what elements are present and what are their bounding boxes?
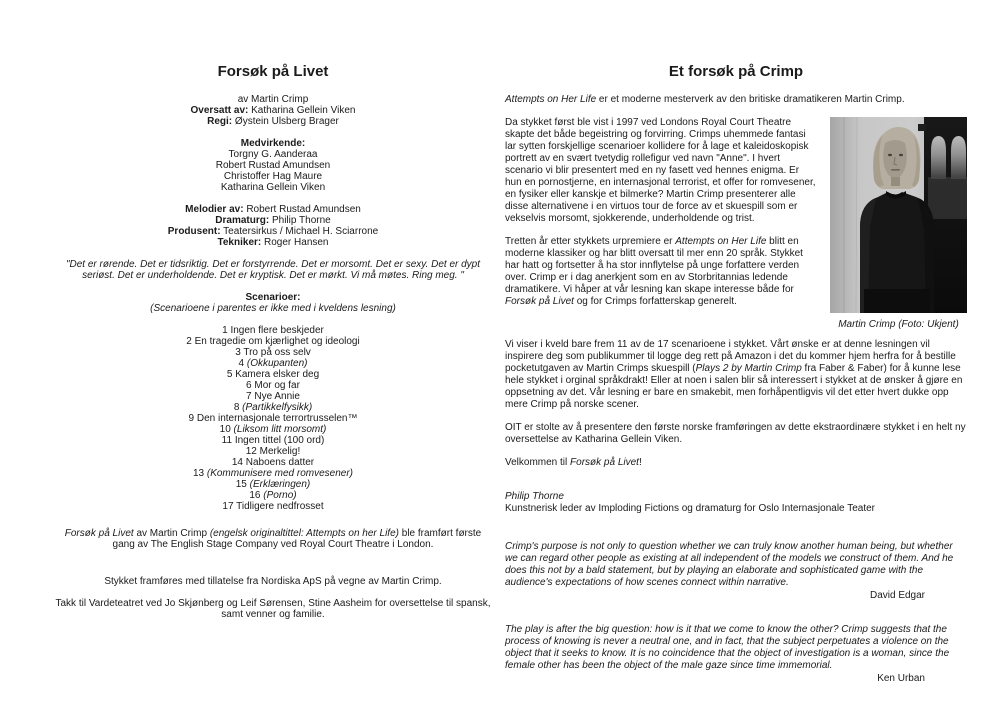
scenario-item (54, 347, 492, 358)
scenario-list (54, 325, 492, 512)
scenario-item (54, 446, 492, 457)
scenario-number: 12 (245, 446, 257, 457)
essay-paragraph-4: OIT er stolte av å presentere den første norske framføringen av dette ekstraordinære stykket i en helt ny oversettelse av Katharina Gellein Viken. (505, 422, 966, 445)
martin-crimp-photo (830, 117, 967, 331)
scenario-title: Tro på oss selv (243, 347, 311, 358)
scenario-number: 13 (192, 468, 205, 479)
credit-line (54, 105, 492, 116)
credit-line (54, 215, 492, 226)
scenario-title: (Kommunisere med romvesener) (206, 468, 354, 479)
scenario-number: 11 (221, 435, 233, 446)
right-page-column (505, 64, 967, 685)
scenario-item (54, 501, 492, 512)
credit-label: Oversatt av: (190, 105, 249, 116)
scenario-number: 5 (226, 369, 233, 380)
credit-line (54, 204, 492, 215)
scenario-title: Ingen flere beskjeder (230, 325, 324, 336)
scenario-title: (Partikkelfysikk) (242, 402, 313, 413)
left-page-column (54, 64, 492, 620)
byline: av Martin Crimp (237, 94, 309, 105)
critic-quote-edgar (505, 541, 967, 602)
scenario-number: 4 (238, 358, 245, 369)
essay-paragraph-1: Da stykket først ble vist i 1997 ved Londons Royal Court Theatre skapte det både begeistring og forvirring. Crimps uhemmede fantasi lar sytten forskjellige scenarioer kollidere for å lage et kaleidoskopisk portrett av en svært tvetydig rollefigur ved navn "Anne". I hvert scenario vi blir presentert med en ny fasett ved hennes enigma. Er hun en pornostjerne, en internasjonal terrorist, et offer for romvesener, en fysiker eller kanskje et bilmerke? Martin Crimp presenterer alle disse alternativene i en virtuos tour de force av et skuespill som er vekselvis morsomt, sjokkerende, underholdende og trist. (505, 117, 816, 224)
press-quote: "Det er rørende. Det er tidsriktig. Det er forstyrrende. Det er morsomt. Det er sexy. Det er dypt seriøst. Det er underholdende. Det er kryptisk. Det er mørkt. Vi må møtes. Ring meg. " (65, 259, 481, 281)
scenario-number: 8 (233, 402, 240, 413)
play-title: Forsøk på Livet (217, 63, 329, 80)
scenario-title: Mor og far (254, 380, 300, 391)
critic-quote-attribution: David Edgar (869, 590, 925, 601)
cast-member: Robert Rustad Amundsen (215, 160, 331, 171)
critic-quote-urban (505, 624, 967, 685)
signature-role: Kunstnerisk leder av Imploding Fictions og dramaturg for Oslo Internasjonale Teater (505, 503, 876, 514)
scenario-number: 7 (246, 391, 252, 402)
credit-value: Katharina Gellein Viken (251, 105, 356, 116)
scenario-item (54, 435, 492, 446)
scenario-item (54, 369, 492, 380)
credit-label: Dramaturg: (215, 215, 270, 226)
credit-label: Tekniker: (217, 237, 262, 248)
scenario-item (54, 380, 492, 391)
scenario-title: (Porno) (263, 490, 297, 501)
scenario-item (54, 424, 492, 435)
scenario-number: 2 (186, 336, 192, 347)
scenario-item (54, 413, 492, 424)
scenario-title: (Liksom litt morsomt) (233, 424, 327, 435)
scenario-number: 10 (219, 424, 231, 435)
credit-value: Øystein Ulsberg Brager (234, 116, 339, 127)
scenario-number: 3 (235, 347, 241, 358)
scenario-title: (Okkupanten) (246, 358, 308, 369)
scenario-number: 9 (188, 413, 195, 424)
license-note: Stykket framføres med tillatelse fra Nordiska ApS på vegne av Martin Crimp. (104, 576, 442, 587)
essay-paragraph-2: Tretten år etter stykkets urpremiere er Attempts on Her Life blitt en moderne klassiker og har blitt oversatt til mer enn 20 språk. Stykket har hatt og fortsetter å ha stor innflytelse på unge forfattere verden over. Crimp er i dag anerkjent som en av Storbritannias ledende dramatikere. Vi håper at vår lesning kan skape interesse både for Forsøk på Livet og for Crimps forfatterskap generelt. (505, 236, 803, 307)
scenario-item (54, 468, 492, 479)
scenario-title: Ingen tittel (100 ord) (234, 435, 325, 446)
scenario-number: 16 (249, 490, 261, 501)
scenario-title: Tidligere nedfrosset (236, 501, 324, 512)
scenario-item (54, 490, 492, 501)
cast-member: Katharina Gellein Viken (220, 182, 326, 193)
credits-top (54, 105, 492, 127)
scenarios-note: (Scenarioene i parentes er ikke med i kveldens lesning) (150, 303, 396, 314)
signature-name: Philip Thorne (505, 491, 564, 502)
scenarios-header: Scenarioer: (245, 292, 301, 303)
credit-label: Produsent: (167, 226, 221, 237)
scenario-item (54, 479, 492, 490)
cast-list (54, 149, 492, 193)
scenario-number: 14 (231, 457, 243, 468)
critic-quote-text: The play is after the big question: how is it that we come to know the other? Crimp suggests that the process of knowing is never a neutral one, and in fact, that the subject perpetuates a violence on the object that it seeks to know. It is no coincidence that the object of investigation is a woman, since the female other has been the object of the male gaze since time immemorial. (505, 624, 950, 671)
scenario-title: En tragedie om kjærlighet og ideologi (194, 336, 360, 347)
scenario-item (54, 457, 492, 468)
essay-title: Et forsøk på Crimp (668, 63, 804, 80)
scenario-title: Naboens datter (245, 457, 315, 468)
scenario-title: Kamera elsker deg (235, 369, 320, 380)
scenario-title: (Erklæringen) (249, 479, 311, 490)
scenario-item (54, 358, 492, 369)
scenario-number: 6 (246, 380, 252, 391)
cast-member: Christoffer Hag Maure (223, 171, 323, 182)
scenario-item (54, 402, 492, 413)
critic-quote-text: Crimp's purpose is not only to question whether we can truly know another human being, but whether we can regard other people as existing at all independent of the models we construct of them. And he does this not by a bald statement, but by playing an elaborate and sophisticated game with the audience's expectations of how scenes connect within narrative. (505, 541, 954, 588)
credit-label: Regi: (207, 116, 233, 127)
scenario-item (54, 325, 492, 336)
credits-bottom (54, 204, 492, 248)
scenario-item (54, 391, 492, 402)
scenario-title: Merkelig! (259, 446, 301, 457)
credit-value: Teatersirkus / Michael H. Sciarrone (223, 226, 379, 237)
essay-intro: Attempts on Her Life er et moderne mesterverk av den britiske dramatikeren Martin Crimp. (505, 94, 905, 105)
premiere-note: Forsøk på Livet av Martin Crimp (engelsk originaltittel: Attempts on her Life) ble framført første gang av The English Stage Company ved Royal Court Theatre i London. (64, 528, 482, 550)
credit-line (54, 116, 492, 127)
scenario-item (54, 336, 492, 347)
scenario-number: 1 (222, 325, 228, 336)
credit-value: Philip Thorne (271, 215, 331, 226)
scenario-number: 15 (235, 479, 247, 490)
thanks-note: Takk til Vardeteatret ved Jo Skjønberg og Leif Sørensen, Stine Aasheim for oversettelse til spansk, samt venner og familie. (55, 598, 491, 620)
scenario-title: Den internasjonale terrortrusselen™ (196, 413, 358, 424)
credit-label: Melodier av: (185, 204, 244, 215)
credit-line (54, 226, 492, 237)
cast-member: Torgny G. Aanderaa (228, 149, 318, 160)
essay-paragraph-3: Vi viser i kveld bare frem 11 av de 17 scenarioene i stykket. Vårt ønske er at denne lesningen vil inspirere deg som publikummer til logge deg rett på Amazon i det du kommer hjem herfra for å bestille pocketutgaven av Martin Crimps skuespill (Plays 2 by Martin Crimp fra Faber & Faber) for å kunne lese hele stykket i orginal språkdrakt! Eller at noen i salen blir så interessert i stykket at de ønsker å gjøre en oppsetning av det. Vår lesning er bare en smakebit, men forhåpentligvis vil det etter hvert dukke opp mere Crimp på norske scener. (505, 339, 963, 410)
critic-quote-attribution: Ken Urban (877, 673, 925, 684)
portrait-photo-graphic (830, 117, 967, 313)
scenario-title: Nye Annie (254, 391, 300, 402)
credit-line (54, 237, 492, 248)
photo-caption: Martin Crimp (Foto: Ukjent) (838, 319, 959, 330)
credit-value: Robert Rustad Amundsen (246, 204, 361, 215)
scenario-number: 17 (222, 501, 234, 512)
cast-header: Medvirkende: (240, 138, 306, 149)
credit-value: Roger Hansen (264, 237, 329, 248)
welcome-line: Velkommen til Forsøk på Livet! (505, 457, 642, 468)
